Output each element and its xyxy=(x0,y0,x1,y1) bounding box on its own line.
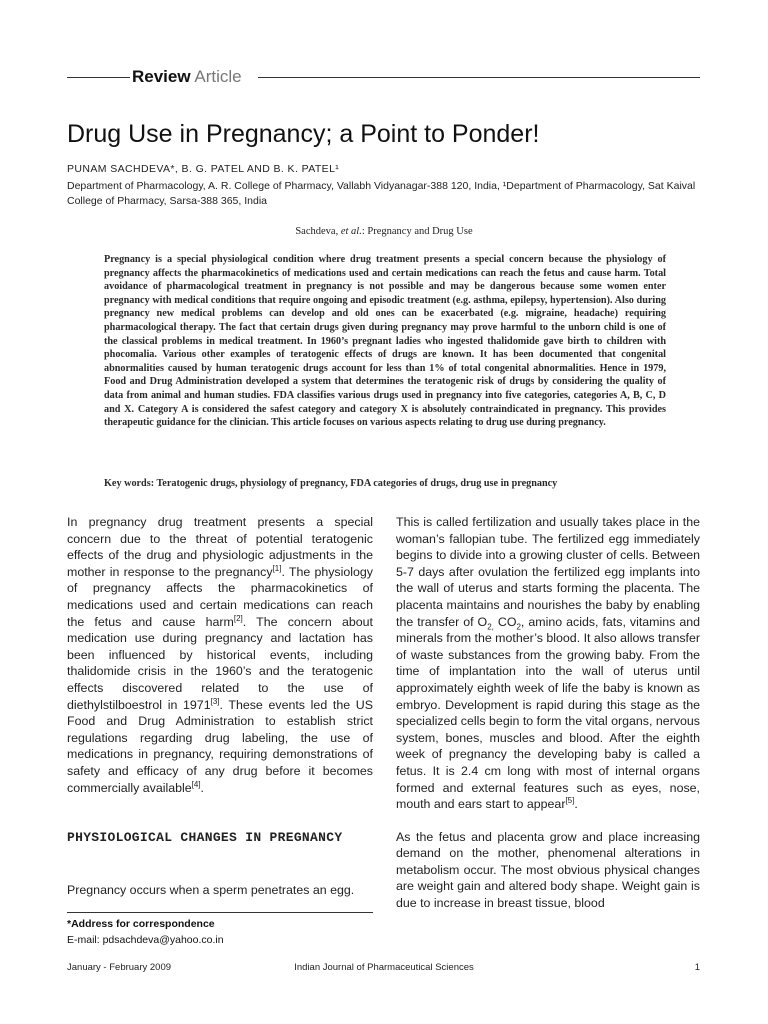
article-title: Drug Use in Pregnancy; a Point to Ponder! xyxy=(67,120,540,148)
right-paragraph-1: This is called fertilization and usually takes place in the woman’s fallopian tube. The fertilized egg immediately begins to divide into a growing cluster of cells. Between 5-7 days after ovulation the fertilized egg implants into the wall of uterus and starts forming the placenta. The placenta maintains and nourishes the baby by enabling the transfer of $O_{2,}$ $CO_2$, amino acids, fats, vitamins and minerals from the mother’s blood. It also allows transfer of waste substances from the growing baby. From the time of implantation into the wall of uterus until approximately eighth week of life the baby is known as embryo. Development is rapid during this stage as the specialized cells begin to form the vital organs, nervous system, bones, muscles and blood. After the eighth week of pregnancy the developing baby is called a fetus. It is 2.4 cm long with most of internal organs formed and external features such as eyes, nose, mouth and ears start to appear[5]. xyxy=(396,515,701,812)
left-paragraph-1: In pregnancy drug treatment presents a special concern due to the threat of potential teratogenic effects of the drug and physiologic adjustments in the mother in response to the pregnancy[1]. The physiology of pregnancy affects the pharmacokinetics of medications used and certain medications can reach the fetus and cause harm[2]. The concern about medication use during pregnancy and lactation has been influenced by historical events, including thalidomide crisis in the 1960’s and the teratogenic effects discovered related to the use of diethylstilboestrol in 1971[3]. These events led the US Food and Drug Administration to establish strict regulations regarding drug labeling, the use of medications in pregnancy, requiring demonstrations of safety and efficacy of any drug before it becomes commercially available[4]. xyxy=(67,515,373,795)
abstract: Pregnancy is a special physiological condition where drug treatment presents a special concern because the physiology of pregnancy affects the pharmacokinetics of medications used and certain medications can reach the fetus and cause harm. Total avoidance of pharmacological treatment in pregnancy is not possible and may be dangerous because some women enter pregnancy with medical conditions that require ongoing and episodic treatment (e.g. asthma, epilepsy, hypertension). Also during pregnancy new medical problems can develop and old ones can be exacerbated (e.g. migraine, headache) requiring pharmacological therapy. The fact that certain drugs given during pregnancy may prove harmful to the unborn child is one of the classical problems in medical treatment. In 1960’s pregnant ladies who ingested thalidomide gave birth to children with phocomalia. Various other examples of teratogenic effects of drugs are known. It has been documented that congenital abnormalities caused by human teratogenic drugs account for less than 1% of total congenital abnormalities. Hence in 1979, Food and Drug Administration developed a system that determines the teratogenic risk of drugs by considering the quality of data from animal and human studies. FDA classifies various drugs used in pregnancy into five categories, categories A, B, C, D and X. Category A is considered the safest category and category X is absolutely contraindicated in pregnancy. This provides therapeutic guidance for the clinician. This article focuses on various aspects relating to drug use during pregnancy. xyxy=(104,254,666,429)
footer-date: January - February 2009 xyxy=(67,962,172,973)
header-rule-left xyxy=(67,77,130,78)
citation-1[interactable]: [1] xyxy=(272,563,282,573)
section-label xyxy=(132,67,242,87)
citation-2[interactable]: [2] xyxy=(233,613,243,623)
footnote-rule xyxy=(67,912,373,913)
running-head-authors: Sachdeva, xyxy=(295,226,341,237)
footnote-title: *Address for correspondence xyxy=(67,918,215,930)
right-column xyxy=(396,514,700,912)
page-number: 1 xyxy=(694,962,700,973)
running-head-etal: et al. xyxy=(340,226,362,237)
footnote-email[interactable]: E-mail: pdsachdeva@yahoo.co.in xyxy=(67,934,224,946)
right-paragraph-2: As the fetus and placenta grow and place increasing demand on the mother, phenomenal alterations in metabolism occur. The most obvious physical changes are weight gain and altered body shape. Weight gain is due to increase in breast tissue, blood xyxy=(396,829,700,911)
running-head xyxy=(0,226,768,237)
header-rule-right xyxy=(258,77,700,78)
footer-journal: Indian Journal of Pharmaceutical Sciences xyxy=(294,962,474,973)
left-column xyxy=(67,514,373,796)
section-label-normal: Article xyxy=(194,67,242,86)
section-label-bold: Review xyxy=(132,67,191,86)
citation-3[interactable]: [3] xyxy=(210,696,220,706)
running-head-rest: : Pregnancy and Drug Use xyxy=(361,226,473,237)
citation-5[interactable]: [5] xyxy=(565,795,575,805)
author-affiliation: Department of Pharmacology, A. R. College of Pharmacy, Vallabh Vidyanagar-388 120, India, ¹Department of Pharmacology, Sat Kaival College of Pharmacy, Sarsa-388 365, India xyxy=(67,180,696,207)
left-paragraph-2: Pregnancy occurs when a sperm penetrates an egg. xyxy=(67,883,355,897)
section-heading: PHYSIOLOGICAL CHANGES IN PREGNANCY xyxy=(67,830,343,845)
keywords: Key words: Teratogenic drugs, physiology of pregnancy, FDA categories of drugs, drug use in pregnancy xyxy=(104,478,558,489)
citation-4[interactable]: [4] xyxy=(191,779,201,789)
author-list: PUNAM SACHDEVA*, B. G. PATEL AND B. K. PATEL¹ xyxy=(67,163,340,175)
